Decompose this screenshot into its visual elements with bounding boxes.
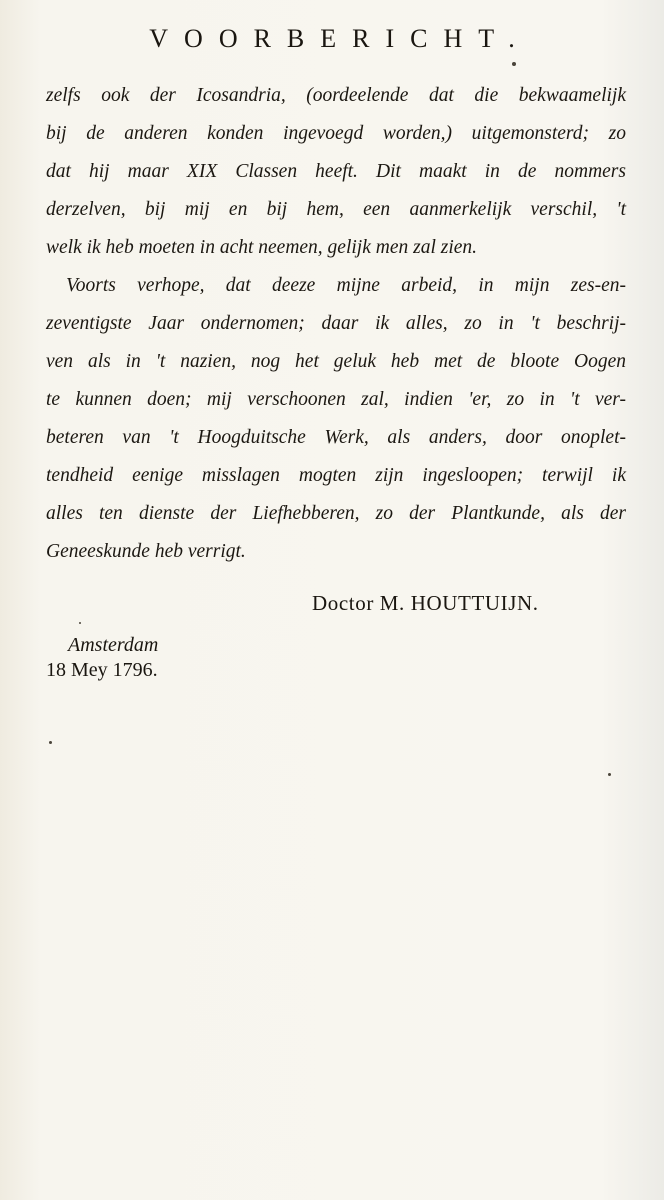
text-line: Geneeskunde heb verrigt. xyxy=(46,541,246,562)
ink-speck xyxy=(608,773,611,776)
date-line: 18 Mey 1796. xyxy=(46,659,158,681)
text-line: ven als in 't nazien, nog het geluk heb met de bloote Oogen xyxy=(46,351,626,372)
text-line: Voorts verhope, dat deeze mijne arbeid, in mijn zes-en- xyxy=(66,275,626,296)
text-line: dat hij maar XIX Classen heeft. Dit maakt in de nommers xyxy=(46,161,626,182)
text-line: alles ten dienste der Liefhebberen, zo der Plantkunde, als der xyxy=(46,503,626,524)
text-line: beteren van 't Hoogduitsche Werk, als anders, door onoplet- xyxy=(46,427,626,448)
ink-speck xyxy=(512,62,516,66)
ink-speck xyxy=(79,622,81,624)
text-line: tendheid eenige misslagen mogten zijn ingesloopen; terwijl ik xyxy=(46,465,626,486)
signature: Doctor M. HOUTTUIJN. xyxy=(312,591,539,615)
text-line: welk ik heb moeten in acht neemen, gelijk men zal zien. xyxy=(46,237,478,258)
text-line: zelfs ook der Icosandria, (oordeelende dat die bekwaamelijk xyxy=(46,85,626,106)
text-line: te kunnen doen; mij verschoonen zal, indien 'er, zo in 't ver- xyxy=(46,389,626,410)
body-text xyxy=(46,77,626,571)
running-title: VOORBERICHT. xyxy=(149,24,531,53)
text-line: bij de anderen konden ingevoegd worden,) uitgemonsterd; zo xyxy=(46,123,626,144)
place-line: Amsterdam xyxy=(68,634,159,656)
text-line: derzelven, bij mij en bij hem, een aanmerkelijk verschil, 't xyxy=(46,199,626,220)
ink-speck xyxy=(49,741,52,744)
text-line: zeventigste Jaar ondernomen; daar ik alles, zo in 't beschrij- xyxy=(46,313,626,334)
